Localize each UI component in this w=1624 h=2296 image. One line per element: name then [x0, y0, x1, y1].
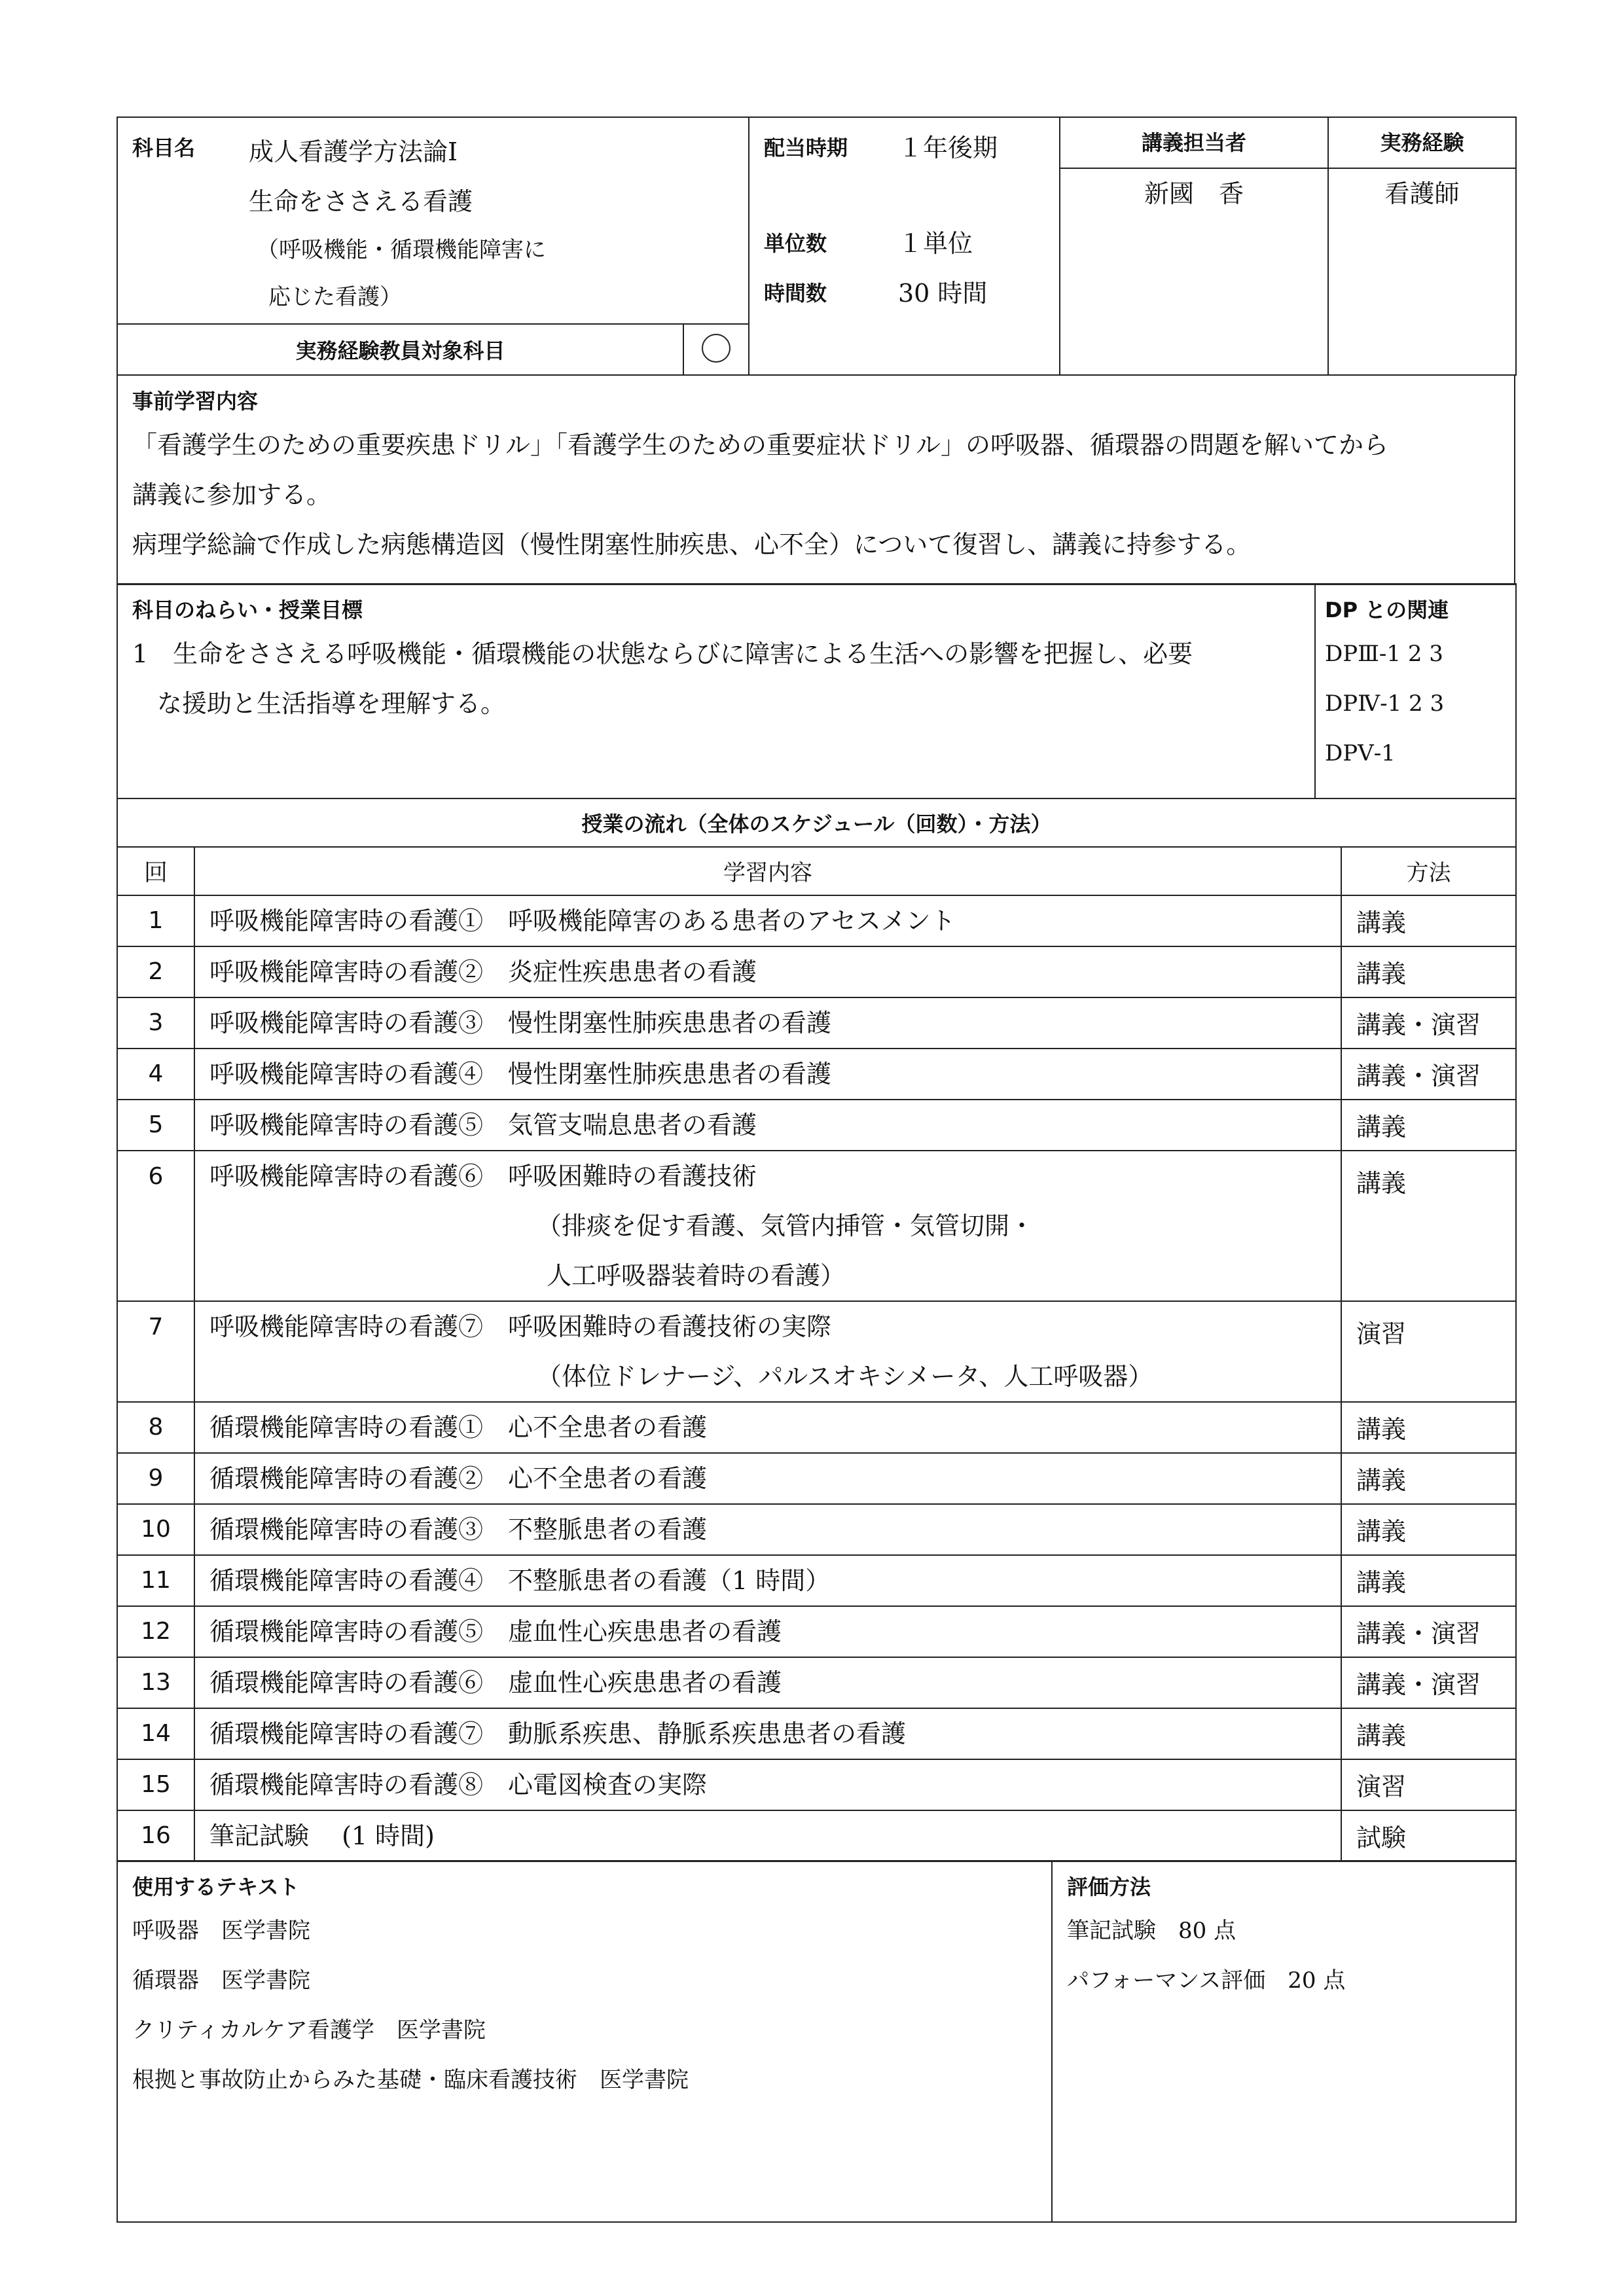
schedule-row-content-line: 循環機能障害時の看護① 心不全患者の看護: [209, 1412, 708, 1442]
schedule-row-number: 3: [117, 997, 194, 1049]
units-label: 単位数: [764, 231, 827, 256]
schedule-row-content: [194, 1759, 1341, 1810]
dp-line2: DPⅣ-1 2 3: [1325, 691, 1445, 717]
schedule-row-content-line: 循環機能障害時の看護④ 不整脈患者の看護（1 時間）: [209, 1566, 831, 1595]
schedule-row: [117, 1606, 1516, 1657]
schedule-row-method: 試験: [1341, 1810, 1516, 1861]
schedule-row-number: 16: [117, 1810, 194, 1861]
text-item-3: クリティカルケア看護学 医学書院: [132, 2017, 486, 2043]
schedule-col-method: 方法: [1341, 847, 1516, 895]
schedule-row-content-line: 循環機能障害時の看護⑤ 虚血性心疾患患者の看護: [209, 1617, 782, 1646]
dp-line3: DPⅤ-1: [1325, 740, 1396, 766]
schedule-row-content-line: 循環機能障害時の看護② 心不全患者の看護: [209, 1463, 708, 1493]
practitioner-mark-cell: [683, 324, 749, 375]
schedule-row-number: 11: [117, 1555, 194, 1606]
schedule-row-number: 10: [117, 1504, 194, 1555]
evaluation-item-2: パフォーマンス評価 20 点: [1067, 1967, 1346, 1994]
schedule-row-content-line: 呼吸機能障害時の看護③ 慢性閉塞性肺疾患患者の看護: [209, 1008, 832, 1037]
aims-label: 科目のねらい・授業目標: [132, 598, 363, 622]
schedule-row-number: 8: [117, 1402, 194, 1453]
dp-cell: [1315, 584, 1516, 798]
subject-title-line3: （呼吸機能・循環機能障害に: [257, 237, 546, 263]
prestudy-line3: 病理学総論で作成した病態構造図（慢性閉塞性肺疾患、心不全）について復習し、講義に持参する。: [132, 529, 1252, 559]
period-label: 配当時期: [764, 135, 848, 160]
schedule-row-content-line: 循環機能障害時の看護⑥ 虚血性心疾患患者の看護: [209, 1668, 782, 1697]
schedule-row-method: 演習: [1341, 1301, 1516, 1402]
subject-title-line4: 応じた看護）: [268, 284, 402, 310]
experience-label: 実務経験: [1329, 118, 1515, 169]
practitioner-mark: [702, 334, 731, 363]
schedule-col-no: 回: [117, 847, 194, 895]
schedule-row-content-line: （体位ドレナージ、パルスオキシメータ、人工呼吸器）: [537, 1361, 1153, 1391]
aims-cell: [117, 584, 1315, 798]
schedule-row-content-line: 人工呼吸器装着時の看護）: [547, 1261, 846, 1290]
text-item-4: 根拠と事故防止からみた基礎・臨床看護技術 医学書院: [132, 2067, 689, 2093]
schedule-row-method: 講義・演習: [1341, 1606, 1516, 1657]
schedule-row-content-line: 循環機能障害時の看護⑧ 心電図検査の実際: [209, 1770, 708, 1799]
schedule-row-content: [194, 1810, 1341, 1861]
schedule-row: [117, 1100, 1516, 1151]
schedule-row-content: [194, 1606, 1341, 1657]
schedule-row-content: [194, 1100, 1341, 1151]
evaluation-label: 評価方法: [1067, 1874, 1151, 1899]
hours-label: 時間数: [764, 281, 827, 306]
schedule-row-method: 講義: [1341, 946, 1516, 997]
experience-cell: [1328, 117, 1516, 375]
hours-value: 30 時間: [898, 279, 988, 308]
schedule-row: [117, 1402, 1516, 1453]
prestudy-line2: 講義に参加する。: [132, 480, 332, 509]
aims-line2: な援助と生活指導を理解する。: [132, 689, 506, 718]
lecturer-value: 新國 香: [1144, 179, 1244, 208]
schedule-row-content-line: 呼吸機能障害時の看護① 呼吸機能障害のある患者のアセスメント: [209, 906, 956, 935]
schedule-row-number: 7: [117, 1301, 194, 1402]
schedule-row-content: [194, 1151, 1341, 1301]
schedule-row-number: 4: [117, 1049, 194, 1100]
schedule-row-method: 講義: [1341, 1100, 1516, 1151]
schedule-row-number: 9: [117, 1453, 194, 1504]
schedule-row-method: 講義: [1341, 1453, 1516, 1504]
schedule-body: [117, 895, 1516, 1861]
schedule-row-content-line: 循環機能障害時の看護⑦ 動脈系疾患、静脈系疾患患者の看護: [209, 1719, 907, 1748]
schedule-row-number: 15: [117, 1759, 194, 1810]
schedule-row-method: 講義・演習: [1341, 997, 1516, 1049]
text-item-2: 循環器 医学書院: [132, 1967, 310, 1994]
subject-cell: [117, 117, 749, 324]
schedule-row-number: 13: [117, 1657, 194, 1708]
schedule-row-content: [194, 1657, 1341, 1708]
schedule-row: [117, 1151, 1516, 1301]
prestudy-table: [117, 374, 1515, 585]
schedule-row-content: [194, 997, 1341, 1049]
schedule-row-content-line: 呼吸機能障害時の看護⑤ 気管支喘息患者の看護: [209, 1110, 757, 1139]
schedule-row: [117, 997, 1516, 1049]
lecturer-label: 講義担当者: [1060, 118, 1327, 169]
schedule-row-method: 講義: [1341, 1402, 1516, 1453]
schedule-row-method: 講義・演習: [1341, 1657, 1516, 1708]
schedule-row-content-line: （排痰を促す看護、気管内挿管・気管切開・: [537, 1211, 1035, 1240]
footer-table: [117, 1860, 1517, 2223]
schedule-table: [117, 798, 1517, 1862]
schedule-row-number: 6: [117, 1151, 194, 1301]
texts-cell: [117, 1861, 1052, 2222]
schedule-col-content: 学習内容: [194, 847, 1341, 895]
schedule-row-number: 2: [117, 946, 194, 997]
schedule-row-method: 演習: [1341, 1759, 1516, 1810]
text-item-1: 呼吸器 医学書院: [132, 1918, 310, 1944]
schedule-row-content-line: 筆記試験 (1 時間): [209, 1821, 435, 1850]
schedule-row-content: [194, 946, 1341, 997]
schedule-row-content-line: 呼吸機能障害時の看護④ 慢性閉塞性肺疾患患者の看護: [209, 1059, 832, 1088]
schedule-row-content: [194, 1453, 1341, 1504]
schedule-row: [117, 946, 1516, 997]
schedule-row-method: 講義: [1341, 1151, 1516, 1301]
schedule-row-number: 1: [117, 895, 194, 946]
syllabus-sheet: [117, 117, 1515, 2223]
schedule-row-method: 講義: [1341, 1708, 1516, 1759]
schedule-row: [117, 1555, 1516, 1606]
aims-line1: 1 生命をささえる呼吸機能・循環機能の状態ならびに障害による生活への影響を把握し、必要: [132, 639, 1193, 668]
schedule-row-content: [194, 1504, 1341, 1555]
schedule-title: 授業の流れ（全体のスケジュール（回数）・方法）: [117, 798, 1516, 847]
header-table: [117, 117, 1517, 376]
prestudy-label: 事前学習内容: [132, 388, 259, 414]
prestudy-line1: 「看護学生のための重要疾患ドリル」「看護学生のための重要症状ドリル」の呼吸器、循環器の問題を解いてから: [132, 430, 1389, 459]
schedule-row-number: 5: [117, 1100, 194, 1151]
schedule-row-method: 講義: [1341, 895, 1516, 946]
dp-line1: DPⅢ-1 2 3: [1325, 641, 1443, 667]
aims-table: [117, 583, 1517, 799]
prestudy-cell: [117, 375, 1515, 584]
schedule-row-content-line: 呼吸機能障害時の看護② 炎症性疾患患者の看護: [209, 957, 757, 986]
schedule-row-method: 講義: [1341, 1504, 1516, 1555]
schedule-row: [117, 1708, 1516, 1759]
schedule-row-number: 12: [117, 1606, 194, 1657]
schedule-row-content-line: 循環機能障害時の看護③ 不整脈患者の看護: [209, 1515, 708, 1544]
schedule-row-content-line: 呼吸機能障害時の看護⑦ 呼吸困難時の看護技術の実際: [209, 1312, 832, 1341]
schedule-row: [117, 1049, 1516, 1100]
schedule-row-content: [194, 1301, 1341, 1402]
dp-label: DP との関連: [1325, 598, 1449, 622]
period-cell: [749, 117, 1060, 375]
texts-label: 使用するテキスト: [132, 1874, 300, 1899]
evaluation-cell: [1052, 1861, 1516, 2222]
evaluation-item-1: 筆記試験 80 点: [1067, 1918, 1236, 1944]
schedule-row-content: [194, 1555, 1341, 1606]
schedule-row-content: [194, 1402, 1341, 1453]
schedule-row: [117, 1759, 1516, 1810]
schedule-row-content: [194, 1049, 1341, 1100]
subject-title-line2: 生命をささえる看護: [249, 187, 473, 216]
schedule-row-content: [194, 895, 1341, 946]
practitioner-label: 実務経験教員対象科目: [117, 324, 683, 375]
schedule-row: [117, 1504, 1516, 1555]
units-value: １単位: [898, 229, 973, 258]
subject-label: 科目名: [132, 135, 196, 160]
experience-value: 看護師: [1384, 179, 1460, 208]
schedule-row-method: 講義: [1341, 1555, 1516, 1606]
schedule-row: [117, 1810, 1516, 1861]
lecturer-cell: [1060, 117, 1328, 375]
schedule-row-content-line: 呼吸機能障害時の看護⑥ 呼吸困難時の看護技術: [209, 1161, 757, 1191]
schedule-row-method: 講義・演習: [1341, 1049, 1516, 1100]
subject-title-line1: 成人看護学方法論Ⅰ: [249, 137, 458, 166]
schedule-row: [117, 895, 1516, 946]
schedule-row-number: 14: [117, 1708, 194, 1759]
schedule-row: [117, 1657, 1516, 1708]
schedule-row-content: [194, 1708, 1341, 1759]
period-value: １年後期: [898, 134, 998, 162]
schedule-row: [117, 1301, 1516, 1402]
schedule-row: [117, 1453, 1516, 1504]
